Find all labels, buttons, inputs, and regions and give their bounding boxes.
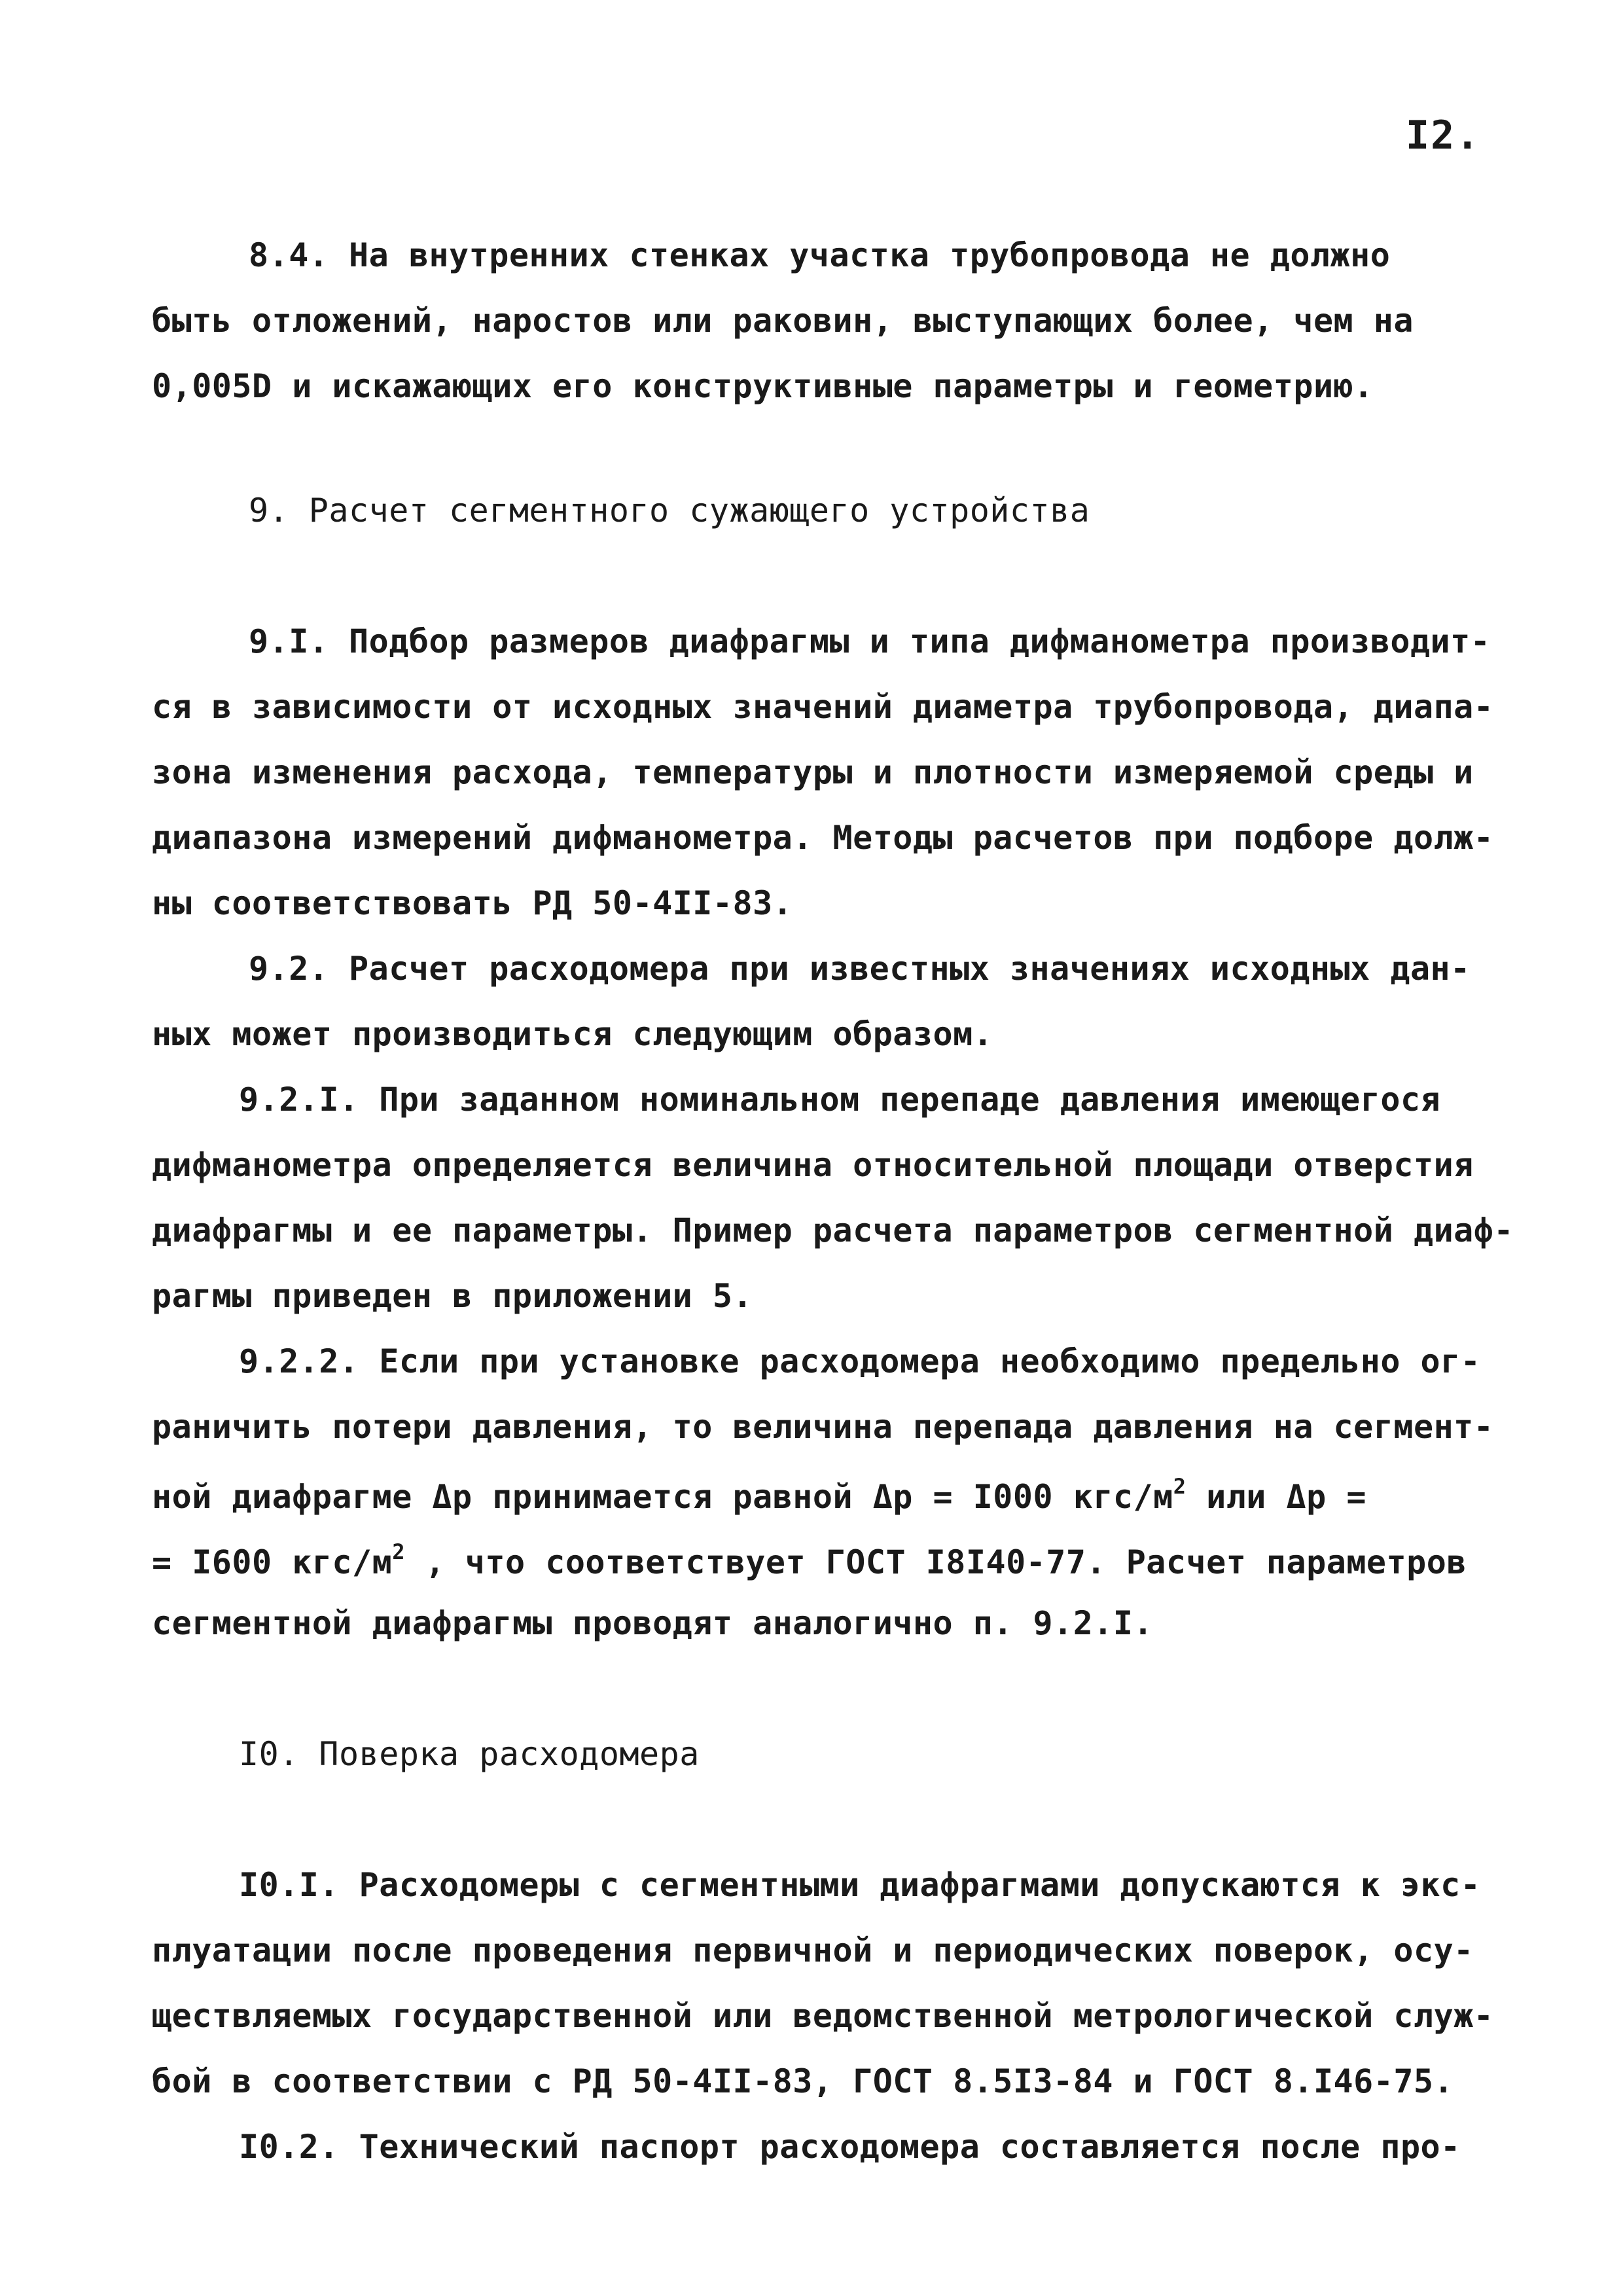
paragraph-8-4-line-2: быть отложений, наростов или раковин, выступающих более, чем на [152,302,1414,340]
paragraph-9-2-1-line-3: диафрагмы и ее параметры. Пример расчета параметров сегментной диаф- [152,1211,1514,1249]
formula-delta-p-1000: ной диафрагме Δp принимается равной Δp = I000 кгс/м [152,1478,1173,1516]
paragraph-9-2-2-line-2: раничить потери давления, то величина перепада давления на сегмент- [152,1408,1494,1446]
paragraph-9-1-line-1: 9.I. Подбор размеров диафрагмы и типа дифманометра производит- [249,622,1491,660]
paragraph-9-1-line-5: ны соответствовать РД 50-4II-83. [152,884,793,922]
paragraph-9-1-line-4: диапазона измерений дифманометра. Методы расчетов при подборе долж- [152,819,1494,857]
paragraph-10-1-line-1: I0.I. Расходомеры с сегментными диафрагмами допускаются к экс- [239,1866,1481,1904]
paragraph-8-4-line-1: 8.4. На внутренних стенках участка трубопровода не должно [249,236,1391,274]
paragraph-9-2-1-line-2: дифманометра определяется величина относительной площади отверстия [152,1146,1474,1184]
paragraph-9-2-line-1: 9.2. Расчет расходомера при известных значениях исходных дан- [249,950,1471,988]
paragraph-10-1-line-4: бой в соответствии с РД 50-4II-83, ГОСТ 8.5I3-84 и ГОСТ 8.I46-75. [152,2062,1454,2100]
paragraph-9-2-2-line-3 [152,1474,1366,1516]
paragraph-9-1-line-3: зона изменения расхода, температуры и плотности измеряемой среды и [152,753,1474,791]
superscript-2: 2 [392,1539,405,1564]
paragraph-10-1-line-2: плуатации после проведения первичной и периодических поверок, осу- [152,1931,1474,1969]
section-10-heading: I0. Поверка расходомера [239,1735,700,1773]
paragraph-10-2-line-1: I0.2. Технический паспорт расходомера составляется после про- [239,2128,1461,2166]
paragraph-9-2-2-line-1: 9.2.2. Если при установке расходомера необходимо предельно ог- [239,1342,1481,1380]
section-9-heading: 9. Расчет сегментного сужающего устройства [249,492,1090,529]
paragraph-9-2-1-line-1: 9.2.I. При заданном номинальном перепаде давления имеющегося [239,1081,1441,1119]
superscript-2: 2 [1173,1474,1186,1499]
paragraph-10-1-line-3: ществляемых государственной или ведомственной метрологической служ- [152,1997,1494,2035]
paragraph-9-2-2-line-5: сегментной диафрагмы проводят аналогично п. 9.2.I. [152,1604,1154,1642]
paragraph-9-2-1-line-4: рагмы приведен в приложении 5. [152,1277,753,1315]
formula-1600: = I600 кгс/м [152,1543,393,1581]
paragraph-9-2-line-2: ных может производиться следующим образом. [152,1015,993,1053]
gost-reference: , что соответствует ГОСТ I8I40-77. Расчет параметров [405,1543,1467,1581]
paragraph-9-1-line-2: ся в зависимости от исходных значений диаметра трубопровода, диапа- [152,688,1494,726]
formula-or-delta-p: или Δp = [1186,1478,1366,1516]
paragraph-9-2-2-line-4 [152,1541,1467,1579]
paragraph-8-4-line-3: 0,005D и искажающих его конструктивные параметры и геометрию. [152,367,1374,405]
page-number: I2. [1406,113,1481,158]
